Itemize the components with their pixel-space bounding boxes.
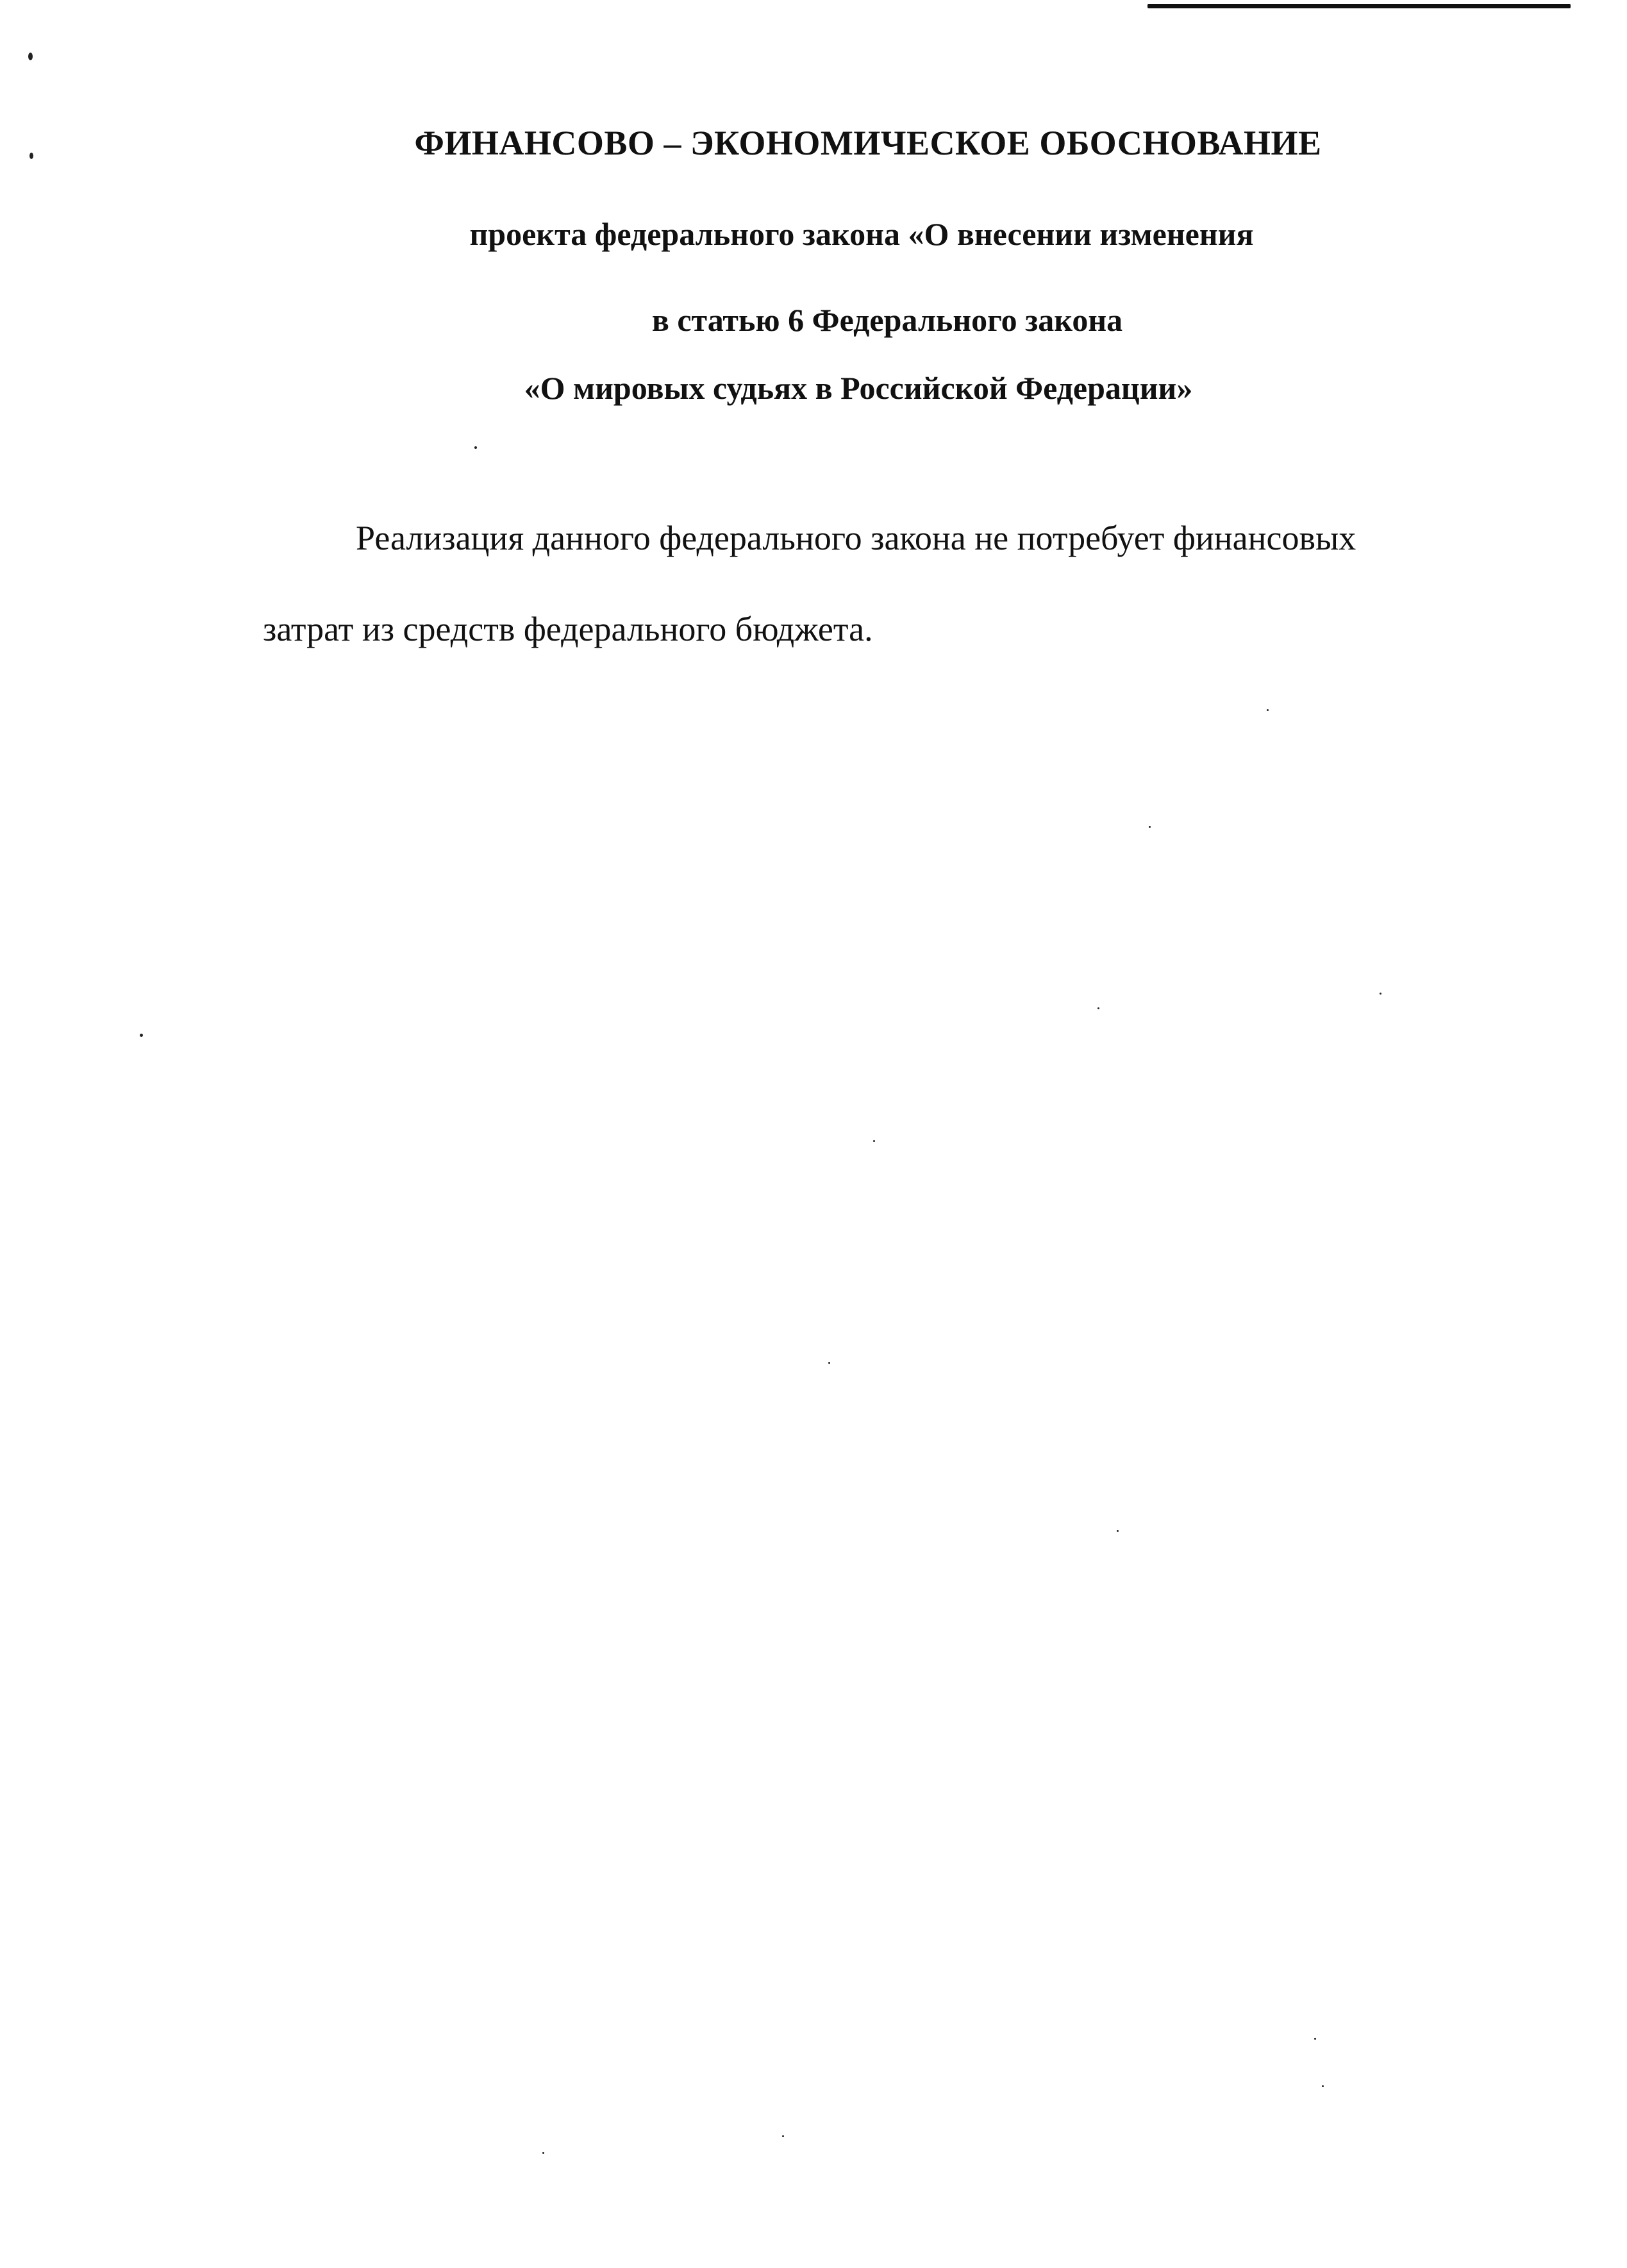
scan-speck	[542, 2152, 544, 2154]
subtitle-line-2: в статью 6 Федерального закона	[651, 302, 1123, 338]
scan-speck	[828, 1362, 830, 1364]
scan-speck	[1322, 2085, 1324, 2087]
scan-speck	[782, 2135, 784, 2137]
scan-speck	[1267, 709, 1269, 711]
document-title: ФИНАНСОВО – ЭКОНОМИЧЕСКОЕ ОБОСНОВАНИЕ	[414, 124, 1322, 162]
scan-speck	[1097, 1007, 1099, 1009]
scan-speck	[1380, 993, 1381, 995]
scan-speck	[140, 1034, 143, 1037]
scan-speck	[873, 1140, 875, 1142]
subtitle-line-1: проекта федерального закона «О внесении изменения	[469, 216, 1254, 252]
scan-speck	[28, 53, 33, 60]
scan-top-rule	[1147, 4, 1571, 8]
body-paragraph-line-2: затрат из средств федерального бюджета.	[263, 610, 873, 648]
scan-speck	[474, 446, 477, 449]
scan-speck	[1117, 1530, 1119, 1532]
body-paragraph-line-1: Реализация данного федерального закона не потребует финансовых	[356, 519, 1356, 557]
subtitle-line-3: «О мировых судьях в Российской Федерации»	[524, 370, 1193, 406]
scan-speck	[1149, 826, 1151, 828]
scan-speck	[1314, 2038, 1316, 2040]
